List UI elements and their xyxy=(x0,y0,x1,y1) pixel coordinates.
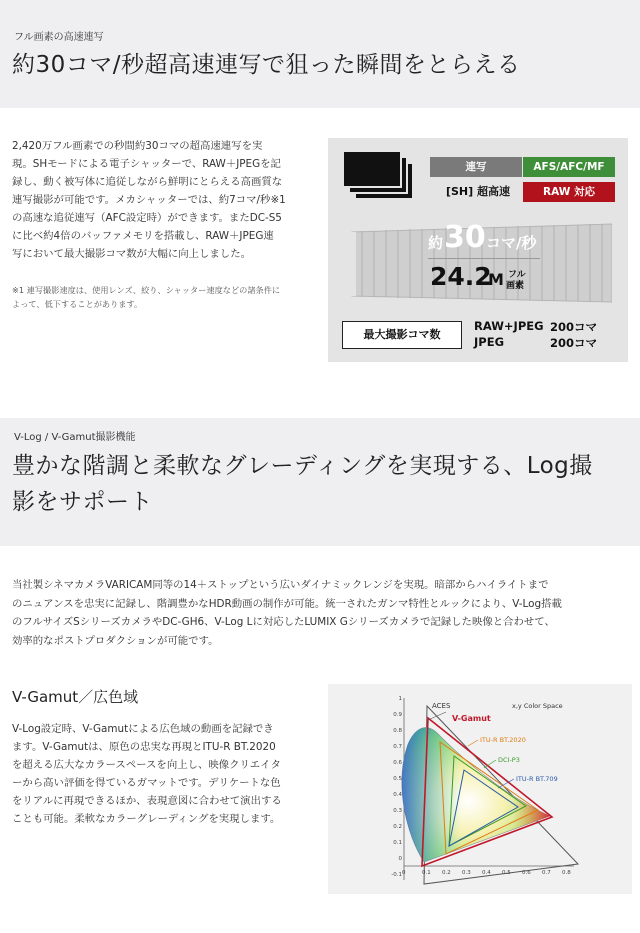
body-line: ます。V-Gamutは、原色の忠実な再現とITU-R BT.2020 xyxy=(12,741,276,753)
x-tick-label: 0.2 xyxy=(442,870,451,876)
body-line: に比べ約4倍のバッファメモリを搭載し、RAW＋JPEG連 xyxy=(12,230,274,242)
x-tick-label: 0.7 xyxy=(542,870,551,876)
section2-headline-line1: 豊かな階調と柔軟なグレーディングを実現する、Log撮 xyxy=(12,453,593,479)
x-tick-label: 0.1 xyxy=(422,870,431,876)
y-tick-label: 0.5 xyxy=(393,776,402,782)
label-bt709: ITU-R BT.709 xyxy=(516,775,558,783)
x-tick-label: 0.8 xyxy=(562,870,571,876)
max-raw-jpeg-value: 200コマ xyxy=(550,320,598,334)
body-line: 効率的なポストプロダクションが可能です。 xyxy=(12,634,219,647)
resolution-suffix-top: フル xyxy=(508,270,526,280)
y-tick-label: 0.2 xyxy=(393,824,402,830)
note-line: ※1 連写撮影速度は、使用レンズ、絞り、シャッター速度などの諸条件に xyxy=(12,285,281,295)
body-line: V-Log設定時、V-Gamutによる広色域の動画を記録でき xyxy=(12,723,274,735)
x-tick-label: 0.4 xyxy=(482,870,491,876)
rate-prefix: 約 xyxy=(428,234,444,252)
body-line: をリアルに再現できるほか、表現意図に合わせて演出する xyxy=(12,795,282,807)
chart-title: x,y Color Space xyxy=(512,702,563,710)
label-vgamut: V-Gamut xyxy=(452,714,491,723)
body-line: の高速な追従連写（AFC設定時）ができます。またDC-S5 xyxy=(12,212,282,224)
burst-infographic xyxy=(328,138,628,362)
y-tick-label: 0.6 xyxy=(393,760,402,766)
section2-body xyxy=(12,576,632,650)
divider xyxy=(428,258,540,259)
section1-kicker: フル画素の高速連写 xyxy=(14,32,104,43)
resolution-suffix-bottom: 画素 xyxy=(506,281,525,291)
label-bt2020: ITU-R BT.2020 xyxy=(480,736,526,744)
body-line: ーから高い評価を得ているガマットです。デリケートな色 xyxy=(12,777,281,789)
y-tick-label: 0.3 xyxy=(393,808,402,814)
section2-header xyxy=(0,418,640,546)
section1-body xyxy=(12,137,317,263)
y-tick-label: 0.9 xyxy=(393,712,402,718)
resolution-value: 24.2 xyxy=(430,262,492,291)
y-tick-label: 0 xyxy=(398,856,402,862)
note-line: よって、低下することがあります。 xyxy=(12,299,143,309)
gamut-body xyxy=(12,720,317,828)
body-line: 2,420万フル画素での秒間約30コマの超高速連写を実 xyxy=(12,140,263,152)
section1-header xyxy=(0,0,640,108)
x-tick-label: 0.3 xyxy=(462,870,471,876)
frames-stack-icon xyxy=(342,150,402,188)
section1-headline: 約30コマ/秒超高速連写で狙った瞬間をとらえる xyxy=(12,52,521,78)
y-tick-label: 0.8 xyxy=(393,728,402,734)
body-line: を超える広大なカラースペースを向上し、映像クリエイタ xyxy=(12,759,281,771)
y-tick-label: 1 xyxy=(398,696,402,702)
label-dcip3: DCI-P3 xyxy=(498,756,520,764)
badge-burst: 連写 xyxy=(430,157,522,177)
body-line: 写において最大撮影コマ数が大幅に向上しました。 xyxy=(12,248,251,260)
y-tick-label: 0.7 xyxy=(393,744,402,750)
chromaticity-diagram xyxy=(328,684,632,894)
body-line: 現。SHモードによる電子シャッターで、RAW＋JPEGを記 xyxy=(12,158,281,170)
badge-af-modes: AFS/AFC/MF xyxy=(523,157,615,177)
section2-headline-line2: 影をサポート xyxy=(12,489,153,515)
max-jpeg-format: JPEG xyxy=(474,335,505,349)
body-line: 録し、動く被写体に追従しながら鮮明にとらえる高画質な xyxy=(12,176,283,188)
max-raw-jpeg-format: RAW+JPEG xyxy=(474,319,544,333)
section1-footnote xyxy=(12,283,317,311)
x-tick-label: 0.5 xyxy=(502,870,511,876)
body-line: のニュアンスを忠実に記録し、階調豊かなHDR動画の制作が可能。統一されたガンマ特性とルックにより、V-Log搭載 xyxy=(12,597,562,610)
rate-value: 30 xyxy=(444,220,486,255)
rate-unit: コマ/秒 xyxy=(486,234,537,252)
body-line: 当社製シネマカメラVARICAM同等の14＋ストップという広いダイナミックレンジを実現。暗部からハイライトまで xyxy=(12,579,549,591)
gamut-title: V-Gamut／広色域 xyxy=(12,688,139,706)
section2-kicker: V-Log / V-Gamut撮影機能 xyxy=(14,432,136,443)
max-jpeg-value: 200コマ xyxy=(550,336,598,350)
sh-mode-label: [SH] 超高速 xyxy=(445,185,510,198)
body-line: 連写撮影が可能です。メカシャッターでは、約7コマ/秒※1 xyxy=(12,194,286,206)
badge-raw: RAW 対応 xyxy=(523,182,615,202)
y-tick-label: 0.4 xyxy=(393,792,402,798)
y-tick-label: -0.1 xyxy=(391,872,402,878)
body-line: ことも可能。柔軟なカラーグレーディングを実現します。 xyxy=(12,813,281,825)
y-tick-label: 0.1 xyxy=(393,840,402,846)
max-frames-label: 最大撮影コマ数 xyxy=(342,321,462,349)
label-aces: ACES xyxy=(432,702,451,710)
resolution-unit: M xyxy=(488,270,504,289)
x-tick-label: 0.6 xyxy=(522,870,531,876)
body-line: のフルサイズSシリーズカメラやDC-GH6、V-Log Lに対応したLUMIX Gシリーズカメラで記録した映像と合わせて、 xyxy=(12,616,555,628)
x-tick-label: 0 xyxy=(402,870,406,876)
